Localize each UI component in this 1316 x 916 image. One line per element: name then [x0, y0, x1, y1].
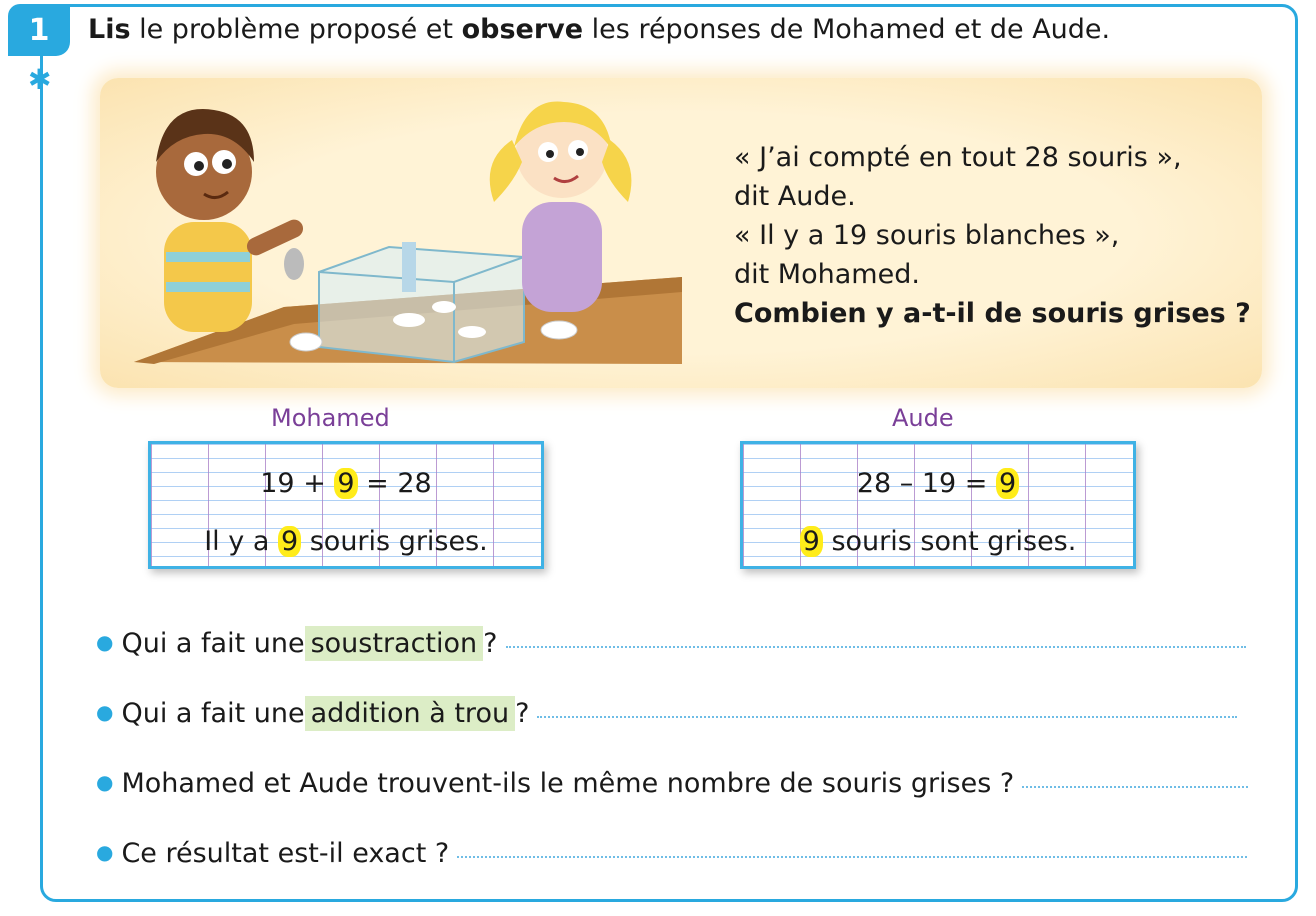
problem-line: dit Aude. — [734, 181, 856, 212]
exercise-number: 1 — [8, 4, 70, 56]
answer-line[interactable] — [457, 855, 1247, 858]
mohamed-equation: 19 + 9 = 28 — [260, 468, 432, 499]
problem-text — [734, 138, 1251, 333]
keyword-highlight: soustraction — [305, 626, 484, 661]
problem-line: « J’ai compté en tout 28 souris », — [734, 142, 1182, 173]
keyword-highlight: addition à trou — [305, 696, 515, 731]
bullet-icon: ● — [96, 630, 114, 654]
question-4: ● Ce résultat est-il exact ? — [96, 838, 1247, 869]
mohamed-sentence: Il y a 9 souris grises. — [204, 526, 488, 557]
aude-sentence: 9 souris sont grises. — [743, 526, 1133, 557]
instruction: Lis le problème proposé et observe les réponses de Mohamed et de Aude. — [88, 14, 1111, 45]
aude-label: Aude — [892, 404, 954, 432]
question-2: ● Qui a fait une addition à trou ? — [96, 696, 1237, 731]
bullet-icon: ● — [96, 700, 114, 724]
question-1: ● Qui a fait une soustraction ? — [96, 626, 1246, 661]
bullet-icon: ● — [96, 840, 114, 864]
illustration-children-mice — [134, 92, 682, 364]
star-icon: ✱ — [28, 63, 52, 96]
answer-line[interactable] — [537, 715, 1237, 718]
problem-line: « Il y a 19 souris blanches », — [734, 220, 1120, 251]
aude-answer-card — [740, 441, 1136, 569]
mohamed-answer-card — [148, 441, 544, 569]
aude-equation: 28 – 19 = 9 — [743, 468, 1133, 499]
question-3: ● Mohamed et Aude trouvent-ils le même nombre de souris grises ? — [96, 768, 1248, 799]
bullet-icon: ● — [96, 770, 114, 794]
mohamed-label: Mohamed — [271, 404, 390, 432]
problem-question: Combien y a-t-il de souris grises ? — [734, 298, 1251, 329]
answer-line[interactable] — [1022, 785, 1248, 788]
answer-line[interactable] — [506, 645, 1246, 648]
problem-line: dit Mohamed. — [734, 259, 920, 290]
